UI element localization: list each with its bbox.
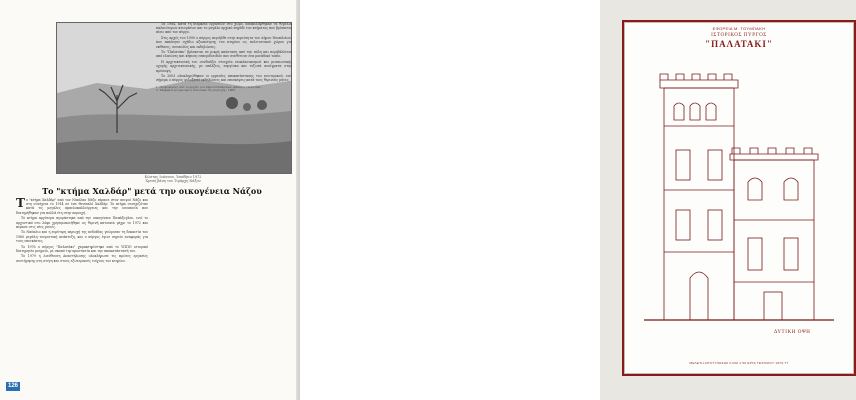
paragraph: Τα 1984, κατά τη διάρκεια εργασιών στο χώρο, αποκαλύφθηκαν τα θεμέλια παλαιότερων κτισμάτων και το μεγάλο αρχικό πηγάδι του κτήματος που βρίσκεται πίσω από τον πύργο.	[156, 22, 292, 35]
text-column-right	[156, 22, 292, 396]
elevation-label: ΔΥΤΙΚΗ ΟΨΗ	[774, 330, 811, 335]
paragraph: Το κτήμα αργότερα αγοράστηκε από την οικογένεια Παπάζογλου, ενώ το αρχοντικό στο λόφο χρησιμοποιήθηκε ως θερινή κατοικία μέχρι το 1972 και πέρασε στις νέες γενιές.	[16, 216, 148, 229]
footnotes	[156, 86, 292, 93]
drawing-footer: ΜΕΛΕΤΗ ΑΠΟΤΥΠΩΣΗΣ ΚΛΙΜ 1:50 ΕΡΓΑ ΤΕΧΝΙΚΟΥ 1976-77	[689, 361, 789, 365]
right-page	[300, 0, 811, 400]
tower-name: "ΠΑΛΑΤΑΚΙ"	[705, 39, 773, 49]
caption-line: Χρυσή βάση του Τιμάρχη Νάξου	[145, 179, 201, 183]
plate-header	[624, 22, 854, 49]
footnote: 1. Πληροφορίες από το αρχείο του Δήμου Ναυπλιέων, φάκελος Παλατάκι.	[156, 84, 262, 89]
paragraph-text: ο "κτήμα Χαλδάρ" από τον Νικόλαο Νάζο πέρασε στον ανιψιό Νάζο και στη συνέχεια το 1914 σε ένα Θεσσαλό Χαλδάρ. Το κτήμα συνεχιζόταν κατά τις μεγάλες αμπελοκαλλιέργειες και την οινοποιία που διατηρήθηκαν για πολλά έτη στην περιοχή.	[16, 198, 148, 215]
paragraph	[16, 198, 148, 215]
caption-line: Κώστας Ιωάννου, Υπαίθριο 1972	[144, 175, 202, 179]
paragraph: Η αρχιτεκτονική του συνδυάζει στοιχεία νεοκλασικισμού και μεσαιωνικής οχυρής αρχιτεκτονικής, με επάλξεις, πυργίσκο και τοξωτά ανοίγματα στην πρόσοψη.	[156, 60, 292, 73]
architectural-drawing-plate	[622, 20, 856, 376]
paragraph: Το 2003 ολοκληρώθηκαν οι εργασίες αποκατάστασης του εσωτερικού, ενώ σήμερα ο πύργος φιλοξενεί εκδηλώσεις και επισκέψεις κατά τους θερινούς μήνες.	[156, 74, 292, 83]
paragraph: Το Ναύπλιο και η ευρύτερη περιοχή της πεδιάδας γνώρισαν τη δεκαετία του 1960 μεγάλη τουριστική ανάπτυξη, και ο πύργος έγινε σημείο αναφοράς για τους επισκέπτες.	[16, 230, 148, 243]
page-number: 126	[7, 383, 18, 389]
tower-label: ΙΣΤΟΡΙΚΟΣ ΠΥΡΓΟΣ	[711, 33, 767, 38]
article-title: Το "κτήμα Χαλδάρ" μετά την οικογένεια Νάζου	[42, 186, 262, 196]
paragraph: Το "Παλατάκι" βρίσκεται σε μικρή απόσταση από την πόλη και περιβάλλεται από ελαιώνες και κήπους εσπεριδοειδών που συνθέτουν ένα μοναδικό τοπίο.	[156, 50, 292, 59]
tower-elevation-drawing	[624, 60, 854, 330]
drop-cap: Τ	[16, 196, 25, 210]
footnote: 2. Σύμφωνα με μαρτυρίες κατοίκων της περιοχής, 1985.	[156, 88, 236, 93]
paragraph: Το 1979 η Διεύθυνση Αναστήλωσης ολοκλήρωσε τις πρώτες εργασίες συντήρησης στη στέγη και στους εξωτερικούς τοίχους του κτηρίου.	[16, 254, 148, 263]
paragraph: Στις αρχές του 1990 ο πύργος περιήλθε στην κυριότητα του Δήμου Ναυπλιέων, που εκπόνησε σχέδιο αξιοποίησης του κτηρίου ως πολιτιστικού χώρου για εκθέσεις, συναυλίες και εκδηλώσεις.	[156, 36, 292, 49]
text-column-left	[16, 198, 148, 386]
paragraph: Το 1976 ο πύργος "Παλατάκι" χαρακτηρίστηκε από το ΥΠΠΟ ιστορικό διατηρητέο μνημείο, με σκοπό την προστασία και την αποκατάστασή του.	[16, 244, 148, 253]
left-page	[0, 0, 300, 400]
drawing-owner: ΕΦΟΡΕΙΑ Μ. ΤΟΥΜΠΑΚΗ	[712, 26, 766, 31]
